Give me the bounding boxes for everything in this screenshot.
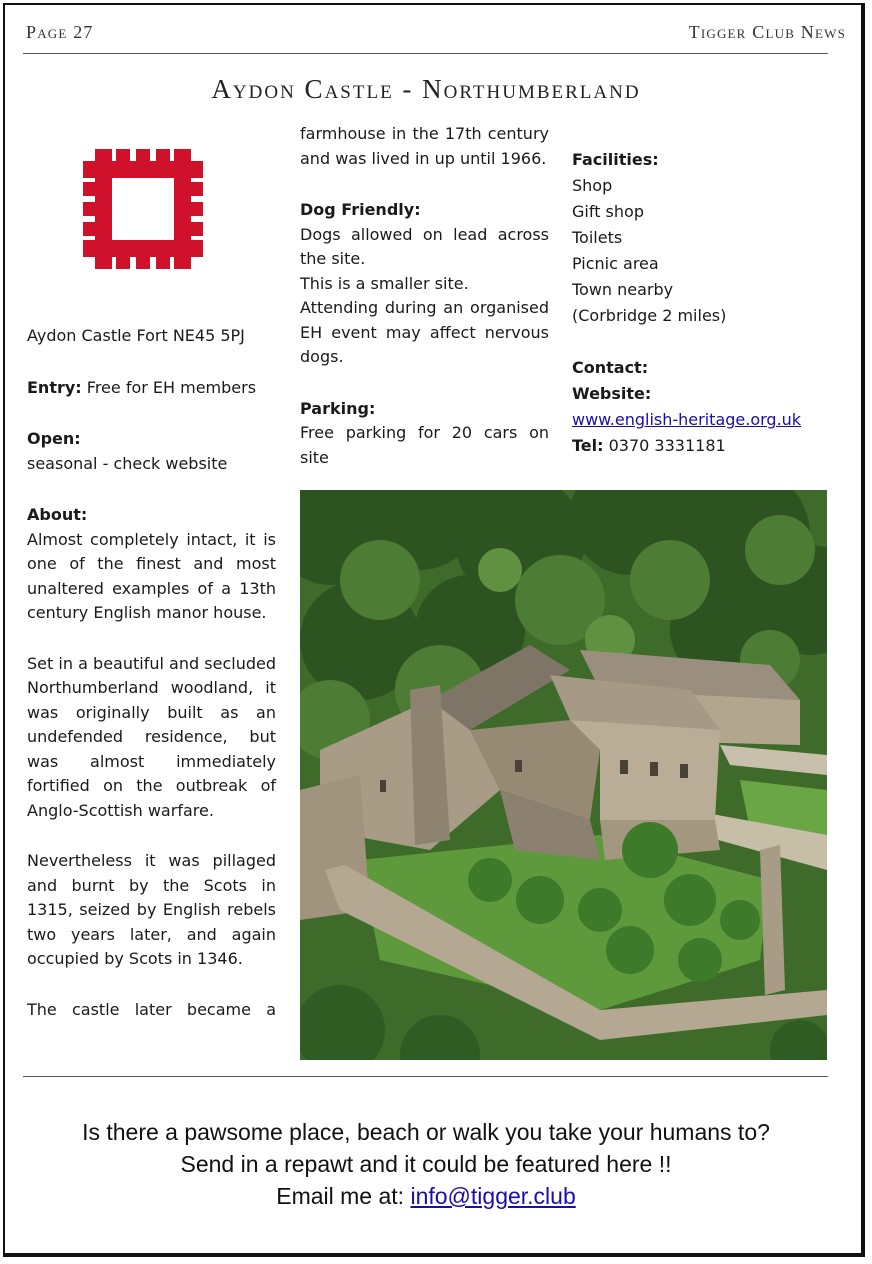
website-label: Website: xyxy=(572,384,652,403)
entry-value: Free for EH members xyxy=(81,377,257,397)
entry-line xyxy=(27,376,276,401)
parking-label: Parking: xyxy=(300,398,376,418)
footer-line-1: Is there a pawsome place, beach or walk you take your humans to? xyxy=(82,1119,770,1145)
right-column xyxy=(572,147,828,459)
about-paragraph-1: Almost completely intact, it is one of the finest and most unaltered examples of a 13th century English manor house. xyxy=(27,529,276,622)
dog-info-1: Dogs allowed on lead across the site. xyxy=(300,224,549,268)
contact-label: Contact: xyxy=(572,358,649,377)
tel-value: 0370 3331181 xyxy=(603,436,726,455)
email-link[interactable]: info@tigger.club xyxy=(410,1183,576,1209)
about-label: About: xyxy=(27,505,88,524)
tel-label: Tel: xyxy=(572,436,604,455)
footer-divider xyxy=(23,1076,828,1077)
about-paragraph-2: Set in a beautiful and secluded Northumberland woodland, it was originally built as an undefended residence, but was almost immediately fortified on the outbreak of Anglo-Scottish warfare. xyxy=(27,653,276,820)
facility-item: Picnic area xyxy=(572,254,659,273)
english-heritage-logo-icon xyxy=(79,145,207,273)
page-number: Page 27 xyxy=(26,22,94,42)
open-value: seasonal - check website xyxy=(27,453,228,473)
dog-info-3: Attending during an organised EH event may affect nervous dogs. xyxy=(300,298,549,366)
facility-item: Gift shop xyxy=(572,202,644,221)
facility-item: Toilets xyxy=(572,228,623,247)
dog-info-2: This is a smaller site. xyxy=(300,273,469,293)
about-paragraph-4: The castle later became a xyxy=(27,999,276,1019)
article-title: Aydon Castle - Northumberland xyxy=(211,74,641,104)
aerial-castle-photo xyxy=(300,490,827,1060)
header-divider xyxy=(23,53,828,54)
parking-value: Free parking for 20 cars on site xyxy=(300,423,549,467)
about-paragraph-3: Nevertheless it was pillaged and burnt by the Scots in 1315, seized by English rebels two years later, and again occupied by Scots in 1346. xyxy=(27,851,276,968)
dog-friendly-label: Dog Friendly: xyxy=(300,200,421,219)
middle-column xyxy=(300,122,549,470)
tel-line xyxy=(572,433,828,459)
about-continued: farmhouse in the 17th century and was lived in up until 1966. xyxy=(300,124,549,168)
entry-label: Entry: xyxy=(27,377,82,397)
left-column xyxy=(27,324,276,1022)
footer-line-2: Send in a repawt and it could be featured here !! xyxy=(180,1151,672,1177)
open-label: Open: xyxy=(27,429,81,448)
newsletter-name: Tigger Club News xyxy=(688,22,846,42)
footer-callout xyxy=(0,1116,852,1212)
facilities-label: Facilities: xyxy=(572,150,659,169)
address: Aydon Castle Fort NE45 5PJ xyxy=(27,326,245,345)
website-link[interactable]: www.english-heritage.org.uk xyxy=(572,410,802,429)
facility-item: Town nearby xyxy=(572,280,674,299)
footer-email-line xyxy=(0,1180,852,1212)
facility-item: Shop xyxy=(572,176,613,195)
facility-item: (Corbridge 2 miles) xyxy=(572,306,727,325)
footer-email-prefix: Email me at: xyxy=(276,1183,411,1209)
